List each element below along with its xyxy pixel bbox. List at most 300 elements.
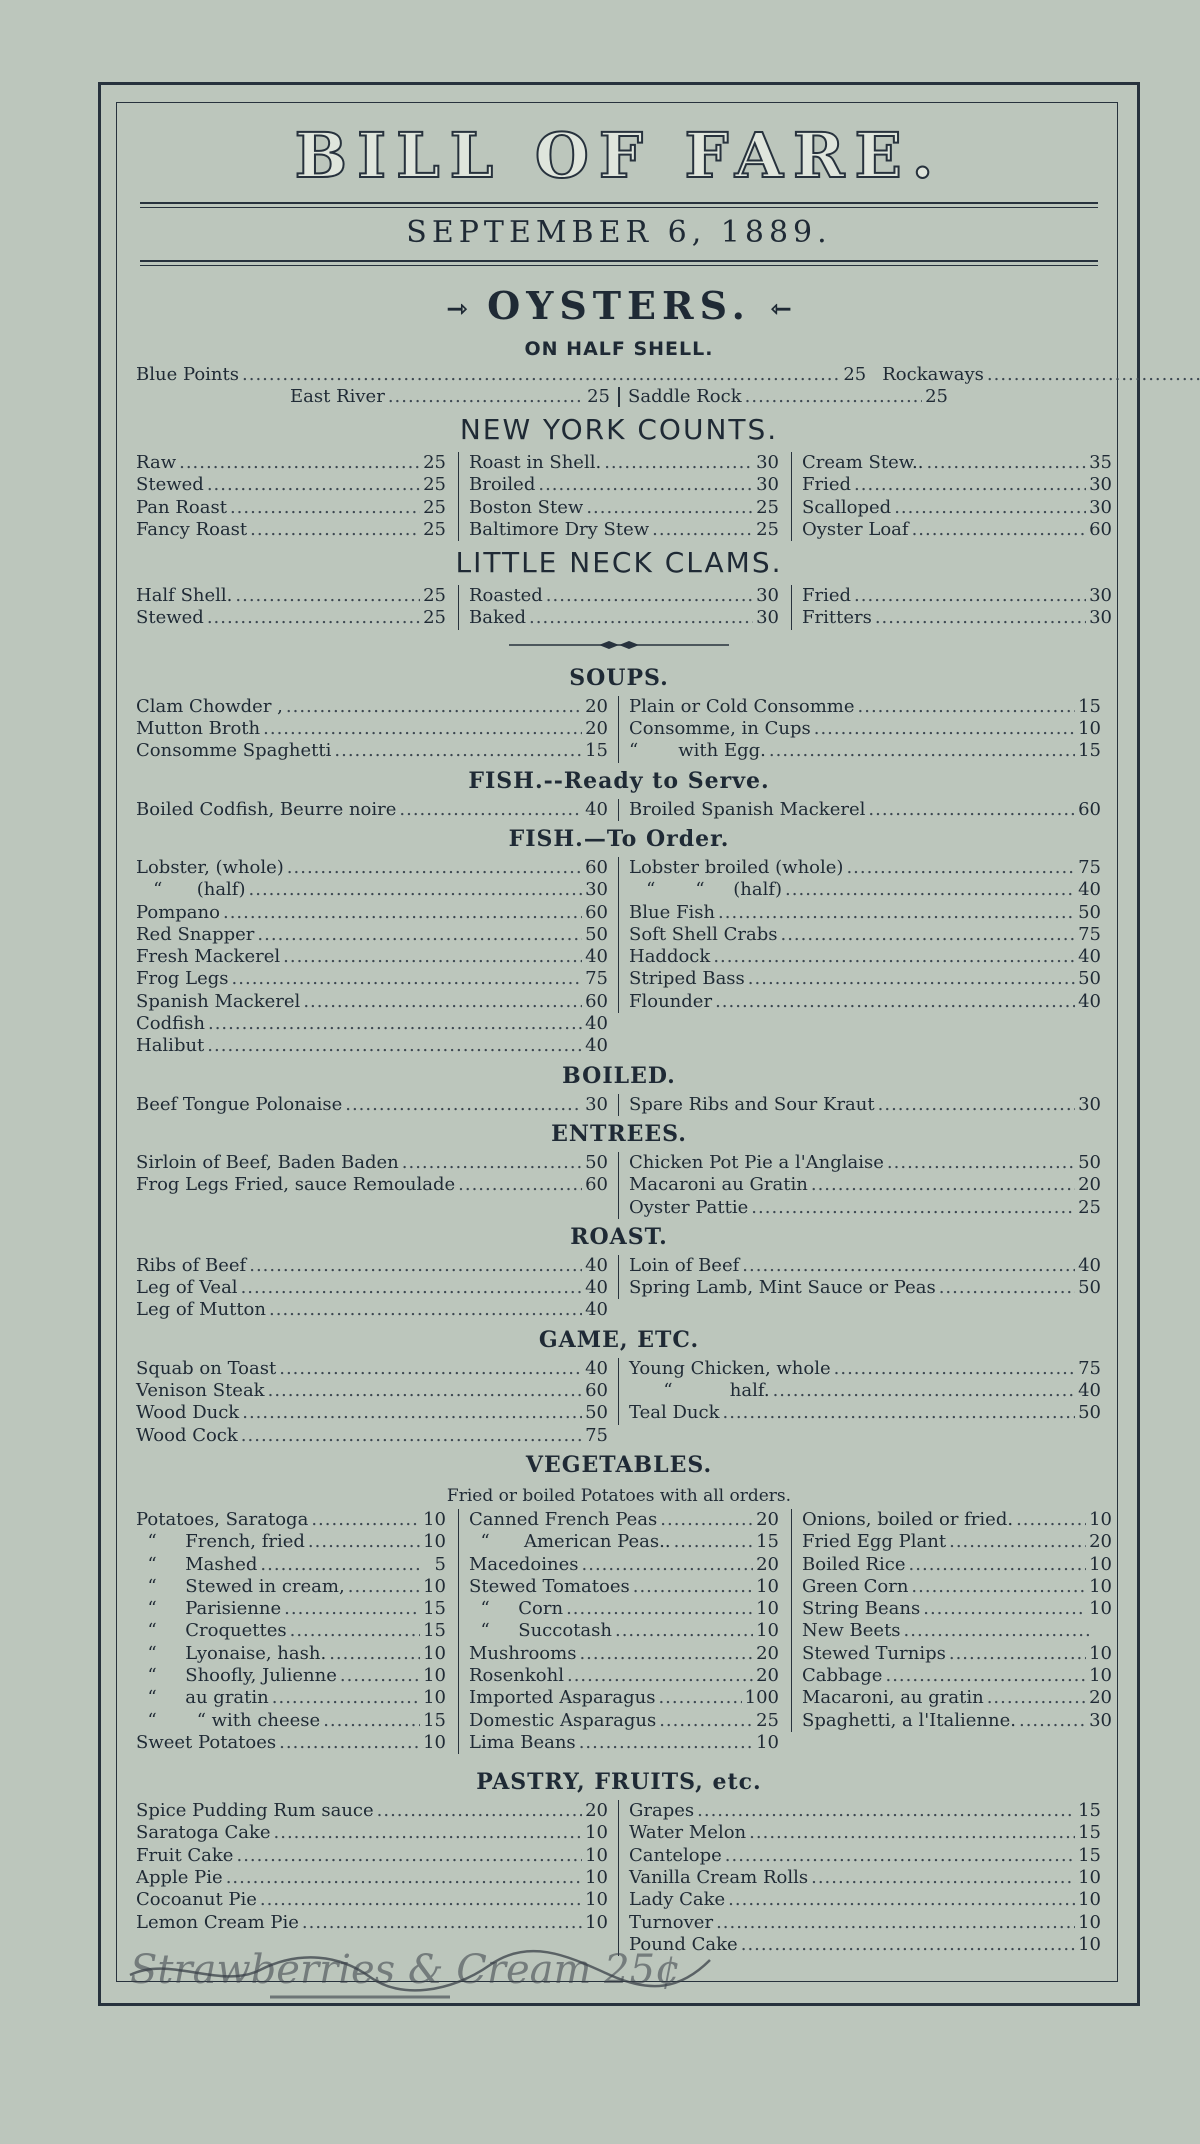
item-name: Macaroni au Gratin (629, 1174, 808, 1196)
item-price: 20 (1078, 1174, 1101, 1196)
item-name: Spaghetti, a l'Italienne. (802, 1709, 1016, 1731)
item-name: Cantelope (629, 1844, 722, 1866)
leader-dots (311, 1509, 420, 1531)
item-price: 10 (585, 1889, 608, 1911)
item-name: “ Parisienne (136, 1598, 282, 1620)
menu-item (290, 386, 610, 408)
menu-item (629, 696, 1101, 718)
leader-dots (697, 1800, 1075, 1822)
item-price: 15 (756, 1531, 779, 1553)
item-price: 40 (585, 1357, 608, 1379)
leader-dots (949, 1531, 1086, 1553)
menu-item (802, 497, 1112, 519)
half-shell-subheading: ON HALF SHELL. (524, 338, 714, 360)
item-price: 5 (434, 1553, 446, 1575)
menu-item (629, 1800, 1101, 1822)
menu-column (791, 585, 1112, 630)
menu-item (136, 857, 608, 879)
item-name: Pompano (136, 901, 220, 923)
leader-dots (345, 1094, 582, 1116)
menu-column (618, 1152, 1101, 1219)
leader-dots (894, 497, 1086, 519)
item-price: 15 (423, 1598, 446, 1620)
item-name: “ au gratin (136, 1687, 269, 1709)
menu-item (469, 1554, 779, 1576)
fish-ready-list (136, 799, 1102, 821)
leader-dots (846, 857, 1075, 879)
item-name: “ (half) (136, 879, 246, 901)
oysters-row-1 (136, 364, 1102, 386)
item-name: Stewed Turnips (802, 1642, 946, 1664)
item-name: Stewed Tomatoes (469, 1575, 630, 1597)
menu-item (802, 585, 1112, 607)
item-price: 40 (1078, 1254, 1101, 1276)
menu-item (136, 902, 608, 924)
menu-item (469, 1598, 779, 1620)
menu-item (136, 1710, 446, 1732)
item-name: Cocoanut Pie (136, 1889, 257, 1911)
leader-dots (538, 474, 753, 496)
menu-item (136, 1822, 608, 1844)
leader-dots (814, 718, 1075, 740)
menu-item (629, 718, 1101, 740)
menu-item (469, 452, 779, 474)
item-price: 20 (585, 695, 608, 717)
menu-item (802, 1687, 1112, 1709)
leader-dots (223, 902, 582, 924)
item-name: Canned French Peas (469, 1508, 658, 1530)
item-price: 60 (585, 856, 608, 878)
item-price: 15 (1078, 1800, 1101, 1822)
item-price: 25 (1078, 1196, 1101, 1218)
menu-column (458, 1509, 791, 1754)
boiled-heading: BOILED. (562, 1062, 676, 1089)
leader-dots (769, 740, 1075, 762)
ny-counts-list (136, 452, 1112, 541)
menu-item (469, 1620, 779, 1642)
leader-dots (323, 1710, 420, 1732)
menu-item (136, 1035, 608, 1057)
item-price: 60 (585, 990, 608, 1012)
item-name: “ Lyonaise, hash. (136, 1642, 327, 1664)
item-name: Venison Steak (136, 1380, 265, 1402)
item-name: Fried (802, 474, 852, 496)
menu-title: BILL OF FARE. (294, 119, 944, 192)
item-name: Lima Beans (469, 1731, 576, 1753)
leader-dots (604, 452, 753, 474)
menu-item (136, 1013, 608, 1035)
item-name: Green Corn (802, 1575, 909, 1597)
item-name: Spice Pudding Rum sauce (136, 1800, 374, 1822)
item-price: 50 (585, 923, 608, 945)
item-name: Boiled Rice (802, 1553, 906, 1575)
leader-dots (751, 1197, 1075, 1219)
menu-item (802, 1620, 1112, 1642)
date-rule (140, 260, 1098, 266)
clams-list (136, 585, 1112, 630)
item-price: 75 (1078, 856, 1101, 878)
roast-list (136, 1255, 1102, 1322)
leader-dots (272, 1687, 420, 1709)
item-price: 40 (585, 1299, 608, 1321)
leader-dots (279, 1358, 582, 1380)
menu-item (629, 857, 1101, 879)
menu-column (136, 1358, 618, 1447)
item-name: Mutton Broth (136, 718, 261, 740)
menu-item (136, 1425, 608, 1447)
leader-dots (742, 1255, 1075, 1277)
item-price: 75 (1078, 923, 1101, 945)
item-price: 50 (1078, 968, 1101, 990)
item-price: 20 (585, 718, 608, 740)
ornamental-divider (136, 630, 1102, 660)
menu-column (791, 452, 1112, 541)
menu-column (136, 857, 618, 1058)
item-name: Beef Tongue Polonaise (136, 1093, 343, 1115)
item-name: Flounder (629, 990, 713, 1012)
fish-order-list (136, 857, 1102, 1058)
item-price: 10 (1078, 718, 1101, 740)
entrees-heading: ENTREES. (551, 1120, 687, 1147)
item-price: 75 (585, 968, 608, 990)
item-price: 30 (1089, 496, 1112, 518)
item-name: Young Chicken, whole (629, 1357, 831, 1379)
item-price: 15 (1078, 1844, 1101, 1866)
item-name: Oyster Loaf (802, 518, 909, 540)
menu-column (618, 696, 1101, 763)
item-price: 15 (423, 1620, 446, 1642)
soups-heading: SOUPS. (569, 664, 669, 691)
menu-item (136, 1299, 608, 1321)
leader-dots (399, 799, 582, 821)
item-price: 10 (756, 1620, 779, 1642)
menu-item (136, 1402, 608, 1424)
menu-item (136, 991, 608, 1013)
item-name: Fruit Cake (136, 1844, 234, 1866)
item-name: Fried (802, 585, 852, 607)
leader-dots (458, 1174, 582, 1196)
item-name: Chicken Pot Pie a l'Anglaise (629, 1151, 884, 1173)
menu-item (629, 1912, 1101, 1934)
menu-column (136, 1800, 618, 1934)
item-name: Boston Stew (469, 496, 584, 518)
menu-item (802, 1554, 1112, 1576)
item-name: Macaroni, au gratin (802, 1687, 984, 1709)
item-name: Onions, boiled or fried. (802, 1508, 1014, 1530)
item-name: Lemon Cream Pie (136, 1911, 299, 1933)
leader-dots (728, 1889, 1075, 1911)
menu-item (136, 718, 608, 740)
item-price: 10 (423, 1531, 446, 1553)
item-price: 15 (1078, 1822, 1101, 1844)
leader-dots (811, 1174, 1075, 1196)
item-price: 15 (1078, 740, 1101, 762)
item-name: Lady Cake (629, 1889, 726, 1911)
item-price: 30 (1089, 585, 1112, 607)
menu-item (629, 1889, 1101, 1911)
item-name: Fresh Mackerel (136, 946, 281, 968)
menu-item (469, 474, 779, 496)
menu-column (791, 1509, 1112, 1732)
item-price: 40 (585, 798, 608, 820)
item-price: 10 (585, 1844, 608, 1866)
leader-dots (268, 1380, 583, 1402)
item-name: Mushrooms (469, 1642, 577, 1664)
item-price: 60 (1089, 518, 1112, 540)
leader-dots (854, 474, 1086, 496)
vegetables-list (136, 1508, 1112, 1754)
item-price: 20 (756, 1664, 779, 1686)
leader-dots (546, 585, 753, 607)
menu-item (802, 1643, 1112, 1665)
leader-dots (586, 497, 753, 519)
item-price: 30 (756, 585, 779, 607)
item-price: 30 (756, 607, 779, 629)
item-price: 10 (756, 1575, 779, 1597)
item-name: Baltimore Dry Stew (469, 518, 650, 540)
menu-item (136, 1152, 608, 1174)
menu-column (136, 1255, 618, 1322)
item-name: Squab on Toast (136, 1357, 277, 1379)
item-name: “ with Egg. (629, 740, 766, 762)
leader-dots (582, 1554, 754, 1576)
item-name: Domestic Asparagus (469, 1709, 657, 1731)
item-price: 20 (756, 1642, 779, 1664)
item-price: 35 (1089, 452, 1112, 473)
vegetables-heading: VEGETABLES. (525, 1451, 713, 1478)
leader-dots (287, 857, 582, 879)
boiled-list (136, 1094, 1102, 1116)
item-price: 10 (1078, 1933, 1101, 1955)
leader-dots (748, 968, 1075, 990)
fish-ready-heading: FISH.--Ready to Serve. (468, 767, 770, 794)
item-name: Rockaways (882, 364, 984, 385)
leader-dots (208, 1013, 582, 1035)
menu-item (136, 452, 446, 474)
leader-dots (715, 991, 1075, 1013)
item-price: 10 (756, 1598, 779, 1620)
item-name: Lobster, (whole) (136, 856, 284, 878)
item-price: 20 (756, 1508, 779, 1530)
leader-dots (615, 1620, 753, 1642)
leader-dots (284, 1598, 420, 1620)
item-price: 25 (423, 607, 446, 629)
item-name: Raw (136, 452, 177, 473)
menu-item (802, 1509, 1112, 1531)
item-name: “ Stewed in cream, (136, 1575, 345, 1597)
leader-dots (854, 585, 1086, 607)
item-name: Frog Legs (136, 968, 229, 990)
menu-column (136, 1152, 618, 1197)
menu-item (802, 1531, 1112, 1553)
menu-item (136, 968, 608, 990)
item-name: Cream Stew.. (802, 452, 924, 473)
leader-dots (912, 519, 1087, 541)
item-price: 40 (1078, 1380, 1101, 1402)
leader-dots (290, 1620, 421, 1642)
leader-dots (303, 991, 582, 1013)
menu-item (136, 799, 608, 821)
menu-item (136, 607, 446, 629)
item-price: 40 (585, 1277, 608, 1299)
menu-item (629, 1380, 1101, 1402)
leader-dots (868, 799, 1075, 821)
leader-dots (249, 1255, 582, 1277)
leader-dots (579, 1643, 753, 1665)
item-name: “ “ with cheese (136, 1709, 321, 1731)
menu-item (469, 497, 779, 519)
menu-column (136, 585, 458, 630)
leader-dots (633, 1576, 753, 1598)
menu-item (136, 1380, 608, 1402)
item-name: Half Shell. (136, 585, 233, 607)
item-price: 40 (1078, 946, 1101, 968)
item-name: Sirloin of Beef, Baden Baden (136, 1151, 399, 1173)
menu-item (469, 1531, 779, 1553)
menu-item (469, 1710, 779, 1732)
item-price: 30 (585, 879, 608, 901)
leader-dots (718, 902, 1075, 924)
item-name: Sweet Potatoes (136, 1731, 277, 1753)
item-price: 50 (1078, 1277, 1101, 1299)
item-price: 25 (423, 496, 446, 518)
item-price: 10 (1089, 1642, 1112, 1664)
item-name: Saratoga Cake (136, 1822, 271, 1844)
menu-item (136, 1912, 608, 1934)
menu-item (802, 519, 1112, 541)
menu-item (136, 364, 866, 386)
menu-item (136, 497, 446, 519)
item-name: Vanilla Cream Rolls (629, 1867, 809, 1889)
soups-list (136, 696, 1102, 763)
item-name: New Beets (802, 1620, 901, 1642)
item-price: 30 (1089, 1709, 1112, 1731)
item-price: 10 (1089, 1575, 1112, 1597)
item-name: Spare Ribs and Sour Kraut (629, 1093, 875, 1115)
right-ornament-icon: ⇽ (770, 294, 792, 325)
menu-column (458, 585, 791, 630)
item-price: 25 (756, 518, 779, 540)
menu-item (136, 1867, 608, 1889)
item-price: 30 (1078, 1093, 1101, 1115)
item-name: “ American Peas.. (469, 1531, 671, 1553)
item-name: Roast in Shell. (469, 452, 602, 473)
item-price: 50 (585, 1151, 608, 1173)
item-name: Broiled (469, 474, 536, 496)
item-name: Water Melon (629, 1822, 747, 1844)
item-price: 25 (756, 496, 779, 518)
item-price: 60 (585, 1174, 608, 1196)
leader-dots (279, 1732, 420, 1754)
menu-item (629, 1152, 1101, 1174)
item-name: Clam Chowder , (136, 695, 283, 717)
menu-item (629, 1358, 1101, 1380)
menu-item (629, 1845, 1101, 1867)
menu-item (469, 1576, 779, 1598)
leader-dots (911, 1576, 1086, 1598)
roast-heading: ROAST. (570, 1223, 668, 1250)
menu-item (802, 1576, 1112, 1598)
leader-dots (329, 1643, 420, 1665)
menu-item (629, 924, 1101, 946)
leader-dots (834, 1358, 1075, 1380)
menu-item (629, 1402, 1101, 1424)
handwritten-text: Strawberries & Cream 25¢ (130, 1947, 681, 1993)
item-price: 20 (585, 1800, 608, 1822)
menu-column (618, 1358, 1101, 1425)
item-price: 50 (585, 1402, 608, 1424)
item-price: 40 (585, 1013, 608, 1035)
menu-item (629, 740, 1101, 762)
item-name: Plain or Cold Consomme (629, 695, 855, 717)
menu-item (629, 799, 1101, 821)
item-name: Baked (469, 607, 527, 629)
item-price: 10 (1078, 1867, 1101, 1889)
menu-item (469, 1509, 779, 1531)
item-price: 100 (744, 1687, 779, 1709)
item-name: “ French, fried (136, 1531, 305, 1553)
item-price: 25 (423, 585, 446, 607)
item-price: 30 (585, 1093, 608, 1115)
item-price: 10 (585, 1822, 608, 1844)
item-price: 60 (1078, 798, 1101, 820)
item-name: Saddle Rock (628, 386, 742, 407)
leader-dots (780, 924, 1075, 946)
menu-item (136, 1732, 446, 1754)
leader-dots (340, 1665, 420, 1687)
menu-column (136, 1094, 618, 1116)
leader-dots (713, 946, 1075, 968)
item-price: 10 (1078, 1889, 1101, 1911)
item-price: 20 (1089, 1531, 1112, 1553)
item-name: “ Mashed (136, 1553, 258, 1575)
leader-dots (725, 1845, 1075, 1867)
menu-item (629, 991, 1101, 1013)
menu-column (136, 1509, 458, 1754)
leader-dots (885, 1665, 1086, 1687)
item-price: 20 (756, 1553, 779, 1575)
item-name: Oyster Pattie (629, 1196, 749, 1218)
menu-column (618, 1800, 1101, 1956)
item-name: East River (290, 386, 385, 407)
leader-dots (207, 474, 420, 496)
leader-dots (302, 1912, 582, 1934)
item-name: Striped Bass (629, 968, 745, 990)
pastry-list (136, 1800, 1102, 1956)
item-price: 25 (423, 452, 446, 473)
menu-item (136, 1531, 446, 1553)
menu-item (802, 474, 1112, 496)
leader-dots (773, 1380, 1076, 1402)
item-name: Lobster broiled (whole) (629, 856, 844, 878)
leader-dots (207, 607, 420, 629)
game-list (136, 1358, 1102, 1447)
item-price: 40 (585, 1254, 608, 1276)
leader-dots (811, 1867, 1075, 1889)
item-name: Blue Points (136, 364, 239, 385)
menu-item (628, 386, 948, 408)
menu-item (136, 946, 608, 968)
leader-dots (1019, 1710, 1086, 1732)
fish-order-heading: FISH.—To Order. (508, 825, 730, 852)
leader-dots (334, 740, 582, 762)
leader-dots (377, 1800, 582, 1822)
menu-column (618, 1094, 1101, 1116)
item-name: Teal Duck (629, 1402, 720, 1424)
leader-dots (283, 946, 582, 968)
leader-dots (402, 1152, 582, 1174)
item-price: 40 (1078, 990, 1101, 1012)
